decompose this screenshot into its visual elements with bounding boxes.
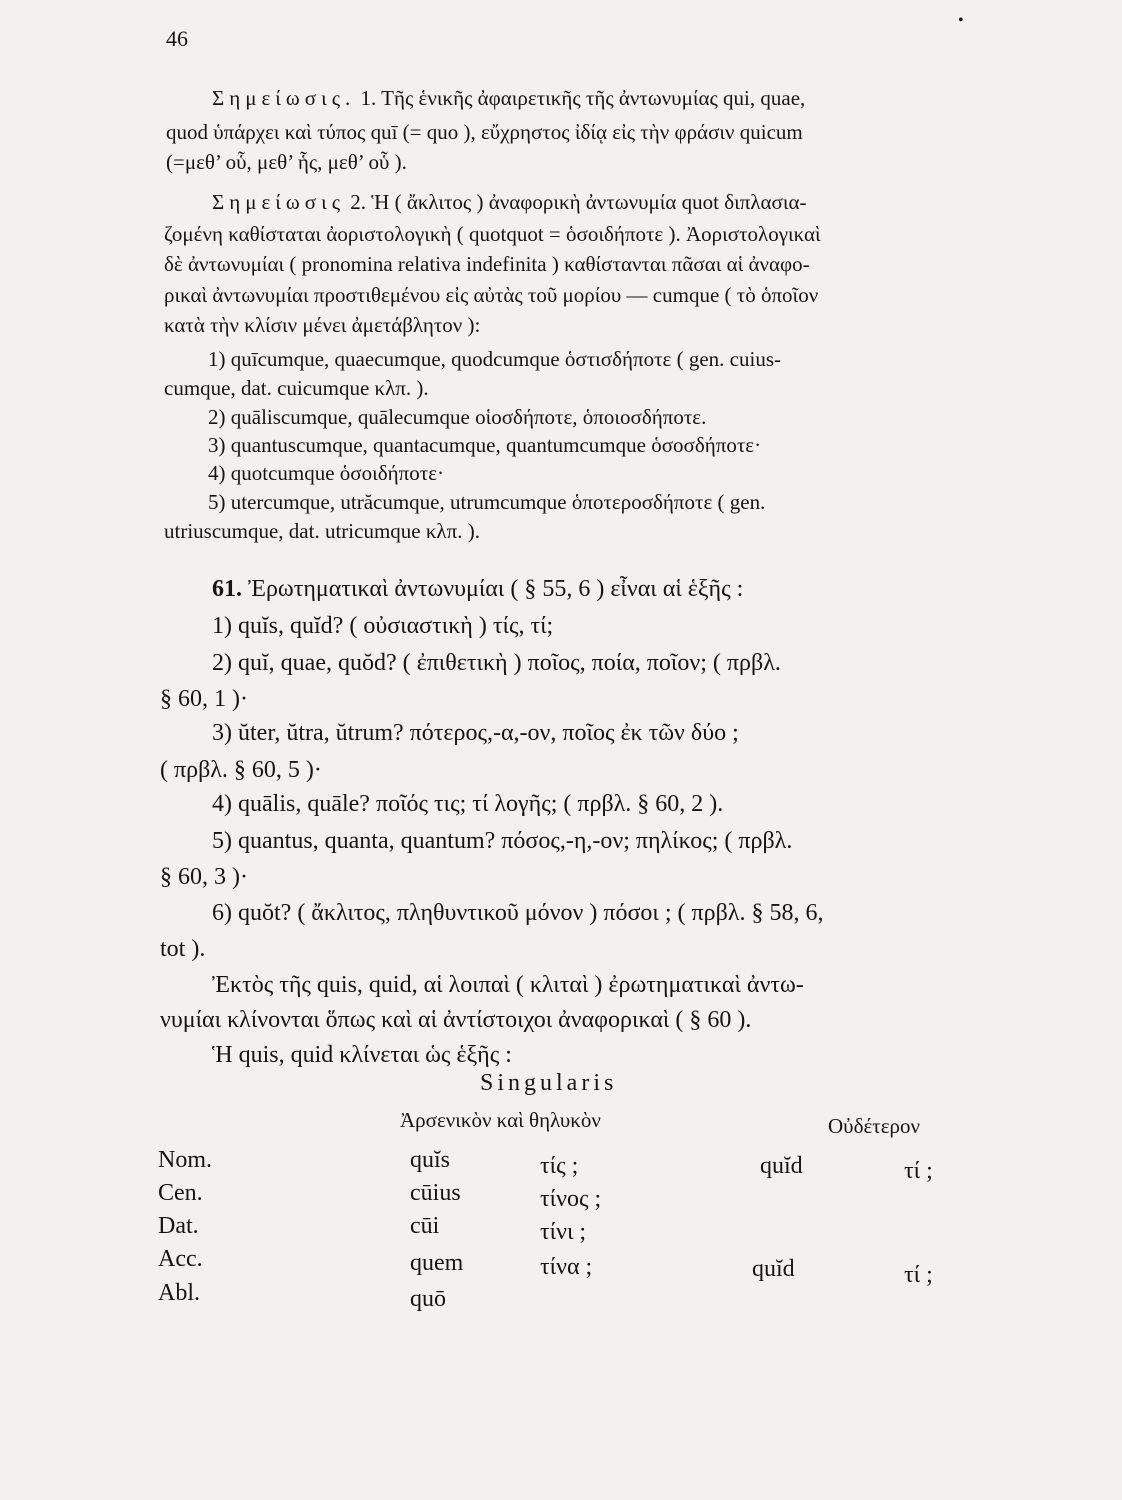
s61-line-11: Ἐκτὸς τῆς quis, quid, αἱ λοιπαὶ ( κλιταὶ ) ἐρωτηματικαὶ ἀντω- [212,972,804,998]
section-61-heading: 61. Ἐρωτηματικαὶ ἀντωνυμίαι ( § 55, 6 ) εἶναι αἱ ἑξῆς : [212,576,744,602]
n-greek-acc: τί ; [904,1262,933,1288]
mf-latin-dat: cūi [410,1213,440,1239]
s61-line-9: 6) quŏt? ( ἄκλιτος, πληθυντικοῦ μόνον ) πόσοι ; ( πρβλ. § 58, 6, [212,900,824,926]
header-masc-fem: Ἀρσενικὸν καὶ θηλυκὸν [400,1108,601,1132]
note2-line-3: δὲ ἀντωνυμίαι ( pronomina relativa indefinita ) καθίστανται πᾶσαι αἱ ἀναφο- [164,252,810,276]
s61-line-8: § 60, 3 )· [160,864,248,890]
mf-latin-gen: cūius [410,1180,461,1206]
note2-line-2: ζομένη καθίσταται ἀοριστολογικὴ ( quotquot = ὁσοιδήποτε ). Ἀοριστολογικαὶ [164,222,821,246]
note2-line-1: Σημείωσις 2. Ἡ ( ἄκλιτος ) ἀναφορικὴ ἀντωνυμία quot διπλασια- [212,190,807,214]
note2-label: Σημείωσις [212,190,346,214]
section-number: 61. [212,576,242,602]
note1-label: Σημείωσις. [212,86,356,110]
n-greek-nom: τί ; [904,1158,933,1184]
note1-line-2: quod ὑπάρχει καὶ τύπος quī (= quo ), εὔχρηστος ἰδίᾳ εἰς τὴν φράσιν quicum [166,120,803,144]
n-latin-acc: quĭd [752,1256,795,1282]
s61-line-4: 3) ŭter, ŭtra, ŭtrum? πότερος,-α,-ον, ποῖος ἐκ τῶν δύο ; [212,720,739,746]
corner-mark: • [958,12,964,29]
indef-line-1: 1) quīcumque, quaecumque, quodcumque ὁστισδήποτε ( gen. cuius- [208,347,781,371]
s61-line-12: νυμίαι κλίνονται ὅπως καὶ αἱ ἀντίστοιχοι ἀναφορικαὶ ( § 60 ). [160,1007,752,1033]
s61-line-2: 2) quĭ, quae, quŏd? ( ἐπιθετικὴ ) ποῖος, ποία, ποῖον; ( πρβλ. [212,650,781,676]
note1-line-3: (=μεθ’ οὗ, μεθ’ ἧς, μεθ’ οὗ ). [166,150,407,174]
case-dat: Dat. [158,1213,199,1239]
mf-latin-nom: quĭs [410,1147,451,1173]
indef-line-6: 5) utercumque, utrăcumque, utrumcumque ὁποτεροσδήποτε ( gen. [208,490,766,514]
note1-line-1: Σημείωσις. 1. Τῆς ἑνικῆς ἀφαιρετικῆς τῆς ἀντωνυμίας qui, quae, [212,86,806,110]
s61-line-13: Ἡ quis, quid κλίνεται ὡς ἑξῆς : [212,1042,512,1068]
case-abl: Abl. [158,1280,200,1306]
indef-line-5: 4) quotcumque ὁσοιδήποτε· [208,461,445,485]
n-latin-nom: quĭd [760,1153,803,1179]
indef-line-4: 3) quantuscumque, quantacumque, quantumcumque ὁσοσδήποτε· [208,433,762,457]
s61-line-5: ( πρβλ. § 60, 5 )· [160,757,322,783]
s61-line-1: 1) quĭs, quĭd? ( οὐσιαστικὴ ) τίς, τί; [212,613,554,639]
note2-line-4: ρικαὶ ἀντωνυμίαι προστιθεμένου εἰς αὐτὰς τοῦ μορίου — cumque ( τὸ ὁποῖον [164,283,819,307]
mf-greek-acc: τίνα ; [540,1254,593,1280]
case-nom: Nom. [158,1147,212,1173]
mf-greek-gen: τίνος ; [540,1186,602,1212]
mf-latin-abl: quō [410,1286,446,1312]
s61-line-3: § 60, 1 )· [160,686,248,712]
s61-line-10: tot ). [160,936,206,962]
case-gen: Cen. [158,1180,203,1206]
indef-line-7: utriuscumque, dat. utricumque κλπ. ). [164,519,480,543]
mf-greek-dat: τίνι ; [540,1219,587,1245]
mf-greek-nom: τίς ; [540,1153,579,1179]
note2-line-5: κατὰ τὴν κλίσιν μένει ἀμετάβλητον ): [164,313,481,337]
table-title: Singularis [480,1070,618,1096]
indef-line-3: 2) quāliscumque, quālecumque οἱοσδήποτε, ὁποιοσδήποτε. [208,405,707,429]
indef-line-2: cumque, dat. cuicumque κλπ. ). [164,376,429,400]
header-neuter: Οὐδέτερον [828,1114,921,1138]
mf-latin-acc: quem [410,1250,464,1276]
page-number: 46 [166,26,188,51]
case-acc: Acc. [158,1246,203,1272]
s61-line-6: 4) quālis, quāle? ποῖός τις; τί λογῆς; ( πρβλ. § 60, 2 ). [212,791,724,817]
s61-line-7: 5) quantus, quanta, quantum? πόσος,-η,-ον; πηλίκος; ( πρβλ. [212,828,793,854]
